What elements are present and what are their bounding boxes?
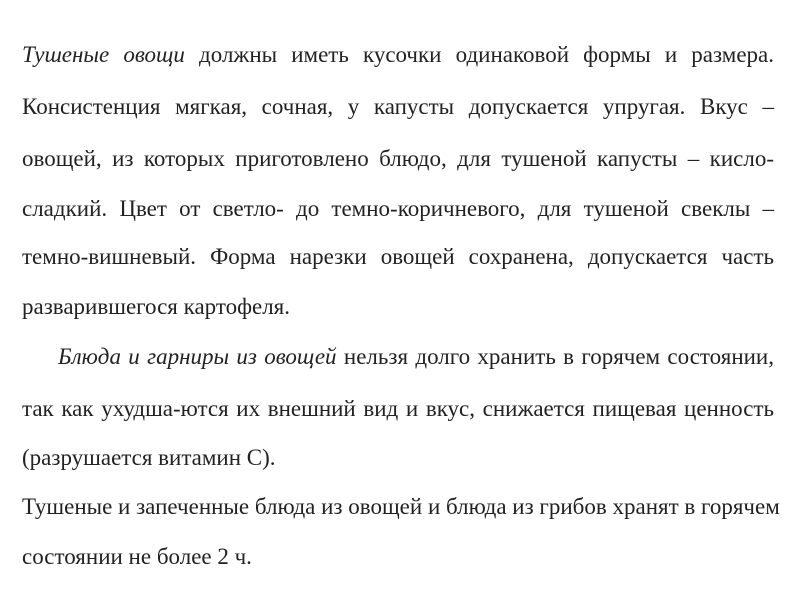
text-line: Тушеные и запеченные блюда из овощей и блюда из грибов хранят в горячем <box>22 494 780 519</box>
italic-term: Тушеные овощи <box>22 42 185 67</box>
text-line: (разрушается витамин С). <box>22 445 276 470</box>
text-span: должны иметь кусочки одинаковой формы и размера. <box>184 42 774 67</box>
text-span: нельзя долго хранить в горячем состоянии, <box>336 344 774 369</box>
text-line: состоянии не более 2 ч. <box>22 544 252 569</box>
text-line: разварившегося картофеля. <box>22 294 291 319</box>
text-line: так как ухудша-ются их внешний вид и вкус, снижается пищевая ценность <box>22 396 774 421</box>
text-line: овощей, из которых приготовлено блюдо, для тушеной капусты – кисло- <box>22 146 774 171</box>
text-line <box>22 40 774 70</box>
text-line: Консистенция мягкая, сочная, у капусты допускается упругая. Вкус – <box>22 94 774 119</box>
text-line <box>58 342 774 372</box>
italic-term: Блюда и гарниры из овощей <box>58 344 337 369</box>
text-line: сладкий. Цвет от светло- до темно-коричневого, для тушеной свеклы – <box>22 196 774 221</box>
text-line: темно-вишневый. Форма нарезки овощей сохранена, допускается часть <box>22 244 774 269</box>
